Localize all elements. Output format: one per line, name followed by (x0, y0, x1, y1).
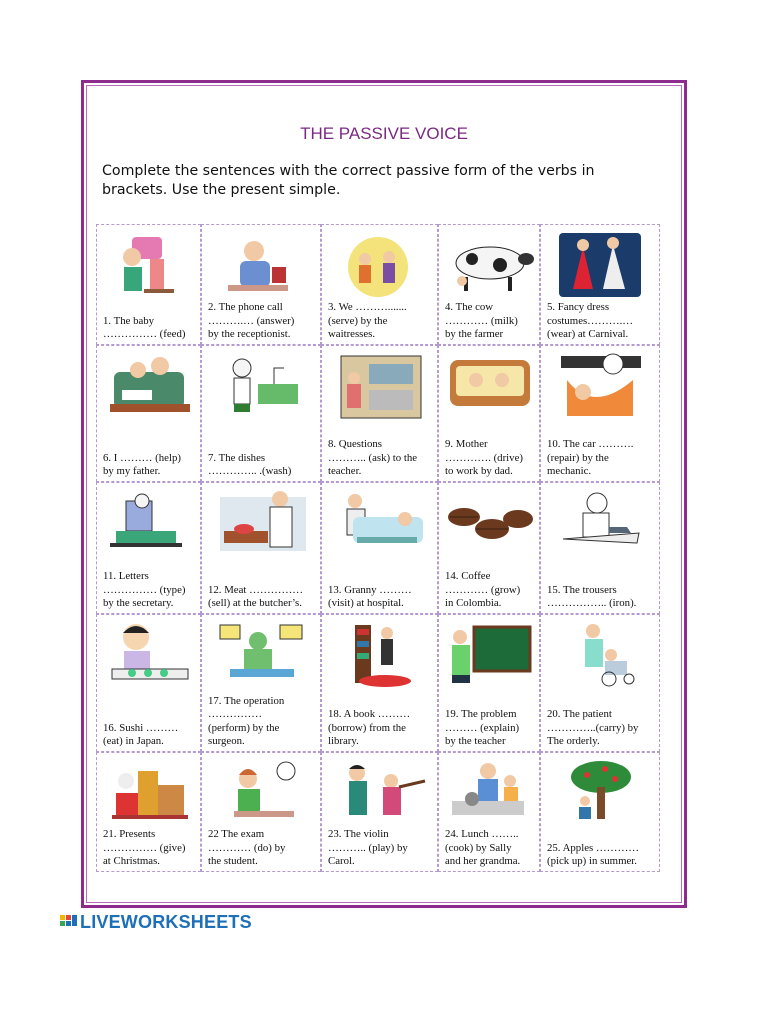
sentence-line: (borrow) from the (328, 721, 406, 734)
sentence-line: (wear) at Carnival. (547, 327, 629, 340)
exercise-item-9 (438, 345, 540, 482)
father-helping-icon (97, 346, 200, 424)
sentence-line: teacher. (328, 464, 362, 477)
sentence-line: 7. The dishes (208, 451, 266, 464)
sentence-line: (repair) by the (547, 451, 609, 464)
apple-tree-icon (541, 753, 659, 831)
hospital-visit-icon (322, 483, 437, 561)
exercise-item-2 (201, 224, 321, 345)
exercise-item-12 (201, 482, 321, 614)
exercise-sentence (547, 584, 655, 610)
sentence-line: by the secretary. (103, 596, 174, 609)
sentence-line: …………. (drive) (445, 451, 523, 464)
sentence-line: (pick up) in summer. (547, 854, 637, 867)
sentence-line: 19. The problem (445, 708, 517, 721)
sentence-line: (visit) at hospital. (328, 596, 404, 609)
sentence-line: 17. The operation (208, 695, 285, 708)
exercise-sentence (445, 708, 535, 748)
sentence-line: library. (328, 734, 359, 747)
exercise-item-25 (540, 752, 660, 872)
sentence-line: and her grandma. (445, 854, 521, 867)
exercise-sentence (547, 842, 655, 868)
exercise-item-1 (96, 224, 201, 345)
sushi-icon (97, 615, 200, 693)
sentence-line: 20. The patient (547, 708, 612, 721)
exercise-grid (96, 224, 660, 872)
liveworksheets-logo-icon (60, 913, 78, 931)
sentence-line: 1. The baby (103, 314, 155, 327)
sentence-line: 10. The car ………. (547, 438, 634, 451)
car-driving-icon (439, 346, 539, 424)
exercise-sentence (547, 708, 655, 748)
sentence-line: (cook) by Sally (445, 841, 512, 854)
sentence-line: waitresses. (328, 327, 376, 340)
sentence-line: to work by dad. (445, 464, 513, 477)
sentence-line: by the teacher (445, 734, 506, 747)
surgery-icon (202, 615, 320, 693)
cow-milking-icon (439, 225, 539, 303)
sentence-line: …………… (give) (103, 841, 186, 854)
exercise-item-16 (96, 614, 201, 752)
sentence-line: ………… (do) by (208, 841, 286, 854)
exercise-item-5 (540, 224, 660, 345)
exercise-sentence (208, 828, 316, 868)
exercise-sentence (208, 695, 316, 748)
exercise-item-21 (96, 752, 201, 872)
exercise-sentence (547, 438, 655, 478)
coffee-beans-icon (439, 483, 539, 561)
sentence-line: …………… (feed) (103, 327, 186, 340)
sentence-line: ………… (grow) (445, 583, 521, 596)
ironing-icon (541, 483, 659, 561)
exercise-item-13 (321, 482, 438, 614)
cooking-lunch-icon (439, 753, 539, 831)
exercise-item-6 (96, 345, 201, 482)
exercise-item-10 (540, 345, 660, 482)
exercise-sentence (103, 722, 196, 748)
exercise-item-24 (438, 752, 540, 872)
exercise-sentence (208, 452, 316, 478)
sentence-line: the student. (208, 854, 258, 867)
exercise-sentence (445, 301, 535, 341)
liveworksheets-logo[interactable] (60, 911, 252, 933)
exercise-sentence (328, 584, 433, 610)
sentence-line: at Christmas. (103, 854, 160, 867)
worksheet-instructions: Complete the sentences with the correct passive form of the verbs in brackets. Use the present simple. (102, 163, 595, 198)
secretary-typing-icon (97, 483, 200, 561)
exercise-sentence (103, 570, 196, 610)
worksheet-title: THE PASSIVE VOICE (300, 124, 468, 143)
sentence-line: The orderly. (547, 734, 600, 747)
exercise-item-11 (96, 482, 201, 614)
exercise-sentence (208, 584, 316, 610)
sentence-line: (serve) by the (328, 314, 388, 327)
exercise-sentence (445, 438, 535, 478)
exercise-item-15 (540, 482, 660, 614)
sentence-line: 23. The violin (328, 828, 389, 841)
exercise-item-3 (321, 224, 438, 345)
exercise-item-18 (321, 614, 438, 752)
sentence-line: in Colombia. (445, 596, 502, 609)
baby-feeding-icon (97, 225, 200, 303)
exercise-sentence (328, 828, 433, 868)
exercise-sentence (208, 301, 316, 341)
waitresses-serving-icon (322, 225, 437, 303)
sentence-line: 16. Sushi ……… (103, 721, 179, 734)
dish-washing-icon (202, 346, 320, 424)
sentence-line: 14. Coffee (445, 570, 491, 583)
exercise-item-20 (540, 614, 660, 752)
sentence-line: 24. Lunch …….. (445, 828, 519, 841)
exercise-item-7 (201, 345, 321, 482)
sentence-line: 18. A book ……… (328, 708, 411, 721)
sentence-line: 6. I ……… (help) (103, 451, 181, 464)
student-exam-icon (202, 753, 320, 831)
sentence-line: ……… (explain) (445, 721, 520, 734)
exercise-sentence (445, 828, 535, 868)
patient-wheelchair-icon (541, 615, 659, 693)
classroom-questions-icon (322, 346, 437, 424)
christmas-presents-icon (97, 753, 200, 831)
exercise-item-14 (438, 482, 540, 614)
sentence-line: 25. Apples ………… (547, 841, 640, 854)
sentence-line: 12. Meat …………… (208, 583, 304, 596)
butcher-icon (202, 483, 320, 561)
exercise-sentence (328, 438, 433, 478)
exercise-item-22 (201, 752, 321, 872)
exercise-item-19 (438, 614, 540, 752)
sentence-line: ………….. .(wash) (208, 464, 292, 477)
sentence-line: 8. Questions (328, 438, 382, 451)
sentence-line: …………… (type) (103, 583, 186, 596)
sentence-line: mechanic. (547, 464, 592, 477)
exercise-sentence (103, 828, 196, 868)
exercise-sentence (103, 452, 196, 478)
exercise-item-17 (201, 614, 321, 752)
sentence-line: (perform) by the (208, 721, 280, 734)
sentence-line: 22 The exam (208, 828, 265, 841)
sentence-line: ……….… (answer) (208, 314, 295, 327)
sentence-line: 13. Granny ……… (328, 583, 412, 596)
sentence-line: …………….. (iron). (547, 596, 637, 609)
exercise-item-4 (438, 224, 540, 345)
sentence-line: ……….. (play) by (328, 841, 408, 854)
sentence-line: 4. The cow (445, 301, 494, 314)
sentence-line: 3. We ………....... (328, 301, 407, 314)
brand-name: LIVEWORKSHEETS (80, 911, 252, 932)
exercise-sentence (328, 301, 433, 341)
sentence-line: by the receptionist. (208, 327, 291, 340)
fancy-dress-icon (541, 225, 659, 303)
exercise-sentence (103, 315, 196, 341)
sentence-line: Carol. (328, 854, 355, 867)
sentence-line: 21. Presents (103, 828, 156, 841)
sentence-line: (eat) in Japan. (103, 734, 164, 747)
teacher-blackboard-icon (439, 615, 539, 693)
exercise-sentence (445, 570, 535, 610)
sentence-line: (sell) at the butcher’s. (208, 596, 302, 609)
violin-lesson-icon (322, 753, 437, 831)
phone-call-icon (202, 225, 320, 303)
exercise-sentence (547, 301, 655, 341)
exercise-sentence (328, 708, 433, 748)
sentence-line: 2. The phone call (208, 301, 283, 314)
sentence-line: …………..(carry) by (547, 721, 639, 734)
car-repair-icon (541, 346, 659, 424)
exercise-item-8 (321, 345, 438, 482)
sentence-line: surgeon. (208, 734, 245, 747)
sentence-line: by the farmer (445, 327, 504, 340)
sentence-line: 9. Mother (445, 438, 488, 451)
sentence-line: …………… (208, 708, 262, 721)
sentence-line: 5. Fancy dress (547, 301, 610, 314)
sentence-line: 15. The trousers (547, 583, 617, 596)
exercise-item-23 (321, 752, 438, 872)
sentence-line: 11. Letters (103, 570, 149, 583)
sentence-line: costumes……….… (547, 314, 634, 327)
library-book-icon (322, 615, 437, 693)
sentence-line: by my father. (103, 464, 161, 477)
sentence-line: ………… (milk) (445, 314, 518, 327)
sentence-line: ……….. (ask) to the (328, 451, 418, 464)
